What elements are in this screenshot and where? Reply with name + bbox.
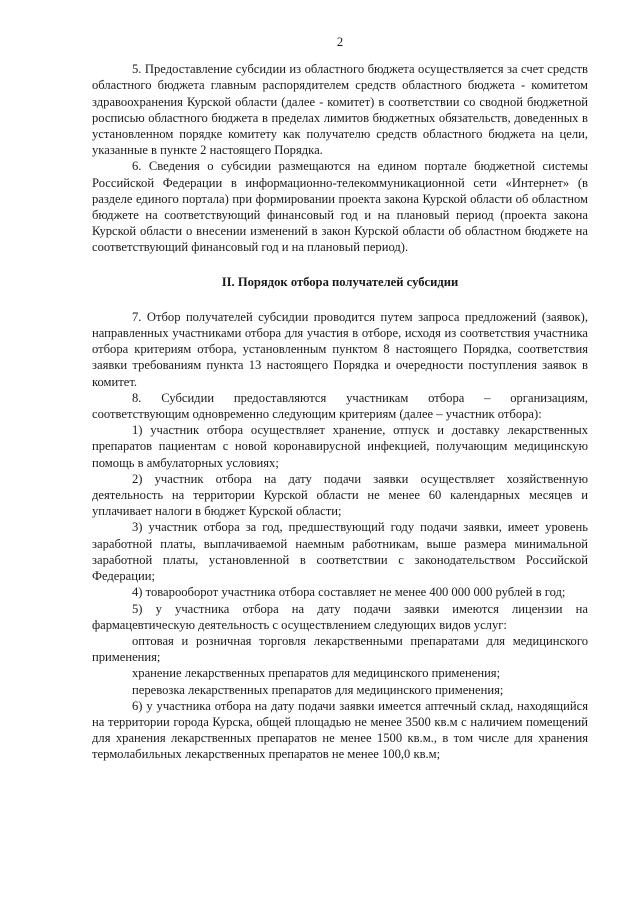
paragraph-7: 7. Отбор получателей субсидии проводится путем запроса предложений (заявок), направленных участниками отбора для участия в отборе, исходя из соответствия участника отбора критериям отбора, установленным пунктом 8 настоящего Порядка, соответствия заявки требованиям пункта 13 настоящего Порядка и очередности поступления заявок в комитет. (92, 309, 588, 389)
criterion-5: 5) у участника отбора на дату подачи заявки имеются лицензии на фармацевтическую деятельность с осуществлением следующих видов услуг: (92, 601, 588, 632)
criterion-3: 3) участник отбора за год, предшествующий году подачи заявки, имеет уровень заработной платы, выплачиваемой наемным работникам, выше размера минимальной заработной платы, установленной в соответствии с законодательством Российской Федерации; (92, 520, 588, 584)
criterion-2: 2) участник отбора на дату подачи заявки осуществляет хозяйственную деятельность на территории Курской области не менее 60 календарных месяцев и уплачивает налоги в бюджет Курской области; (92, 471, 588, 519)
criterion-5-service-wholesale: оптовая и розничная торговля лекарственными препаратами для медицинского применения; (92, 633, 588, 665)
section-heading: II. Порядок отбора получателей субсидии (221, 274, 459, 289)
paragraph-6: 6. Сведения о субсидии размещаются на едином портале бюджетной системы Российской Федерации в информационно-телекоммуникационной сети «Интернет» (в разделе единого портала) при формировании проекта закона Курской области об областном бюджете на соответствующий финансовый год и на плановый период (проекта закона Курской области о внесении изменений в закон Курской области об областном бюджете на соответствующий финансовый год и на плановый период). (92, 159, 588, 255)
criterion-1: 1) участник отбора осуществляет хранение, отпуск и доставку лекарственных препаратов пациентам с новой коронавирусной инфекцией, получающим медицинскую помощь в амбулаторных условиях; (92, 423, 588, 470)
criterion-5-service-storage: хранение лекарственных препаратов для медицинского применения; (132, 666, 501, 681)
criterion-4: 4) товарооборот участника отбора составляет не менее 400 000 000 рублей в год; (132, 585, 566, 600)
paragraph-8: 8. Субсидии предоставляются участникам отбора – организациям, соответствующим одновременно следующим критериям (далее – участник отбора): (92, 390, 588, 422)
page-number: 2 (336, 35, 344, 49)
criterion-6: 6) у участника отбора на дату подачи заявки имеется аптечный склад, находящийся на территории города Курска, общей площадью не менее 3500 кв.м с наличием помещений для хранения лекарственных препаратов не менее 1500 кв.м., в том числе для хранения термолабильных лекарственных препаратов не менее 100,0 кв.м; (92, 698, 588, 762)
paragraph-5: 5. Предоставление субсидии из областного бюджета осуществляется за счет средств областного бюджета главным распорядителем средств областного бюджета - комитетом здравоохранения Курской области (далее - комитет) в соответствии со сводной бюджетной росписью областного бюджета в пределах лимитов бюджетных обязательств, доведенных в установленном порядке комитету как получателю средств областного бюджета на цели, указанные в пункте 2 настоящего Порядка. (92, 62, 588, 158)
criterion-5-service-transport: перевозка лекарственных препаратов для медицинского применения; (132, 682, 504, 697)
